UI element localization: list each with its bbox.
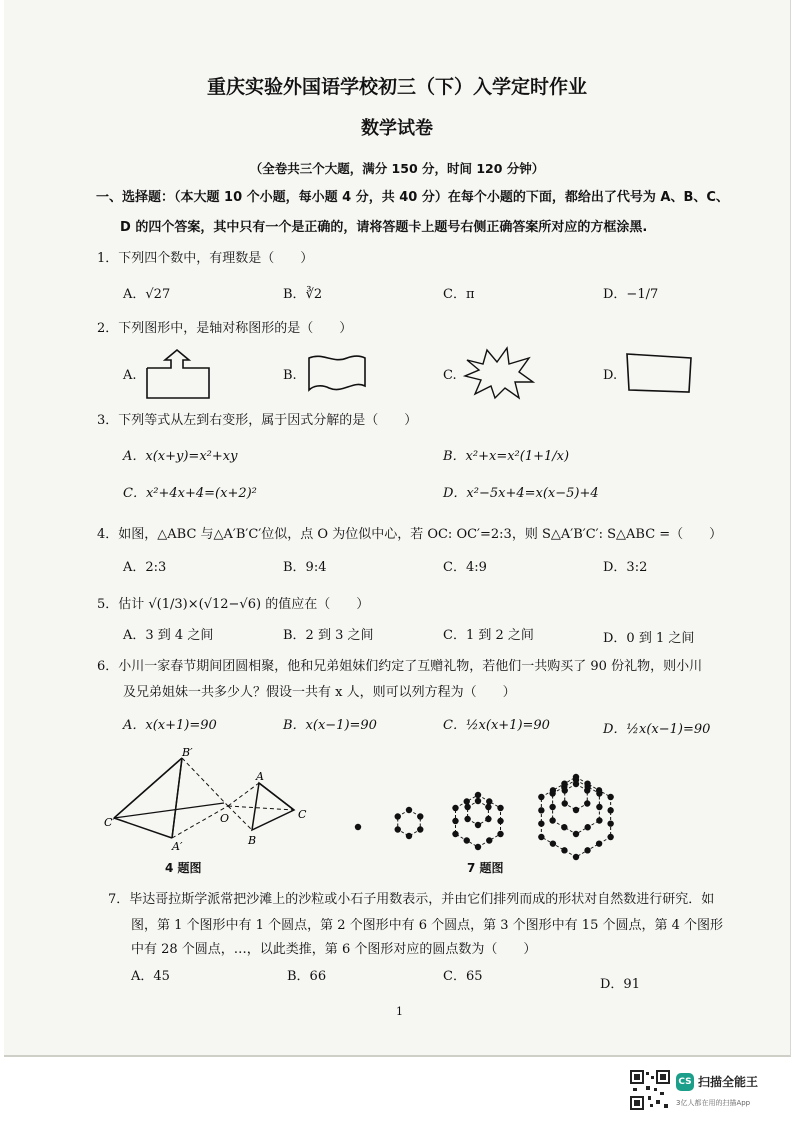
fig7-pattern4-dot bbox=[607, 794, 613, 800]
fig7-pattern4-dot bbox=[573, 807, 579, 813]
q5-option-c: C．1 到 2 之间 bbox=[443, 628, 534, 643]
fig7-pattern4-dot bbox=[573, 774, 579, 780]
fig7-pattern3-dot bbox=[452, 831, 458, 837]
scanner-watermark bbox=[630, 1068, 780, 1114]
fig7-pattern4-dot bbox=[596, 804, 602, 810]
fig7-pattern4-dot bbox=[596, 840, 602, 846]
fig7-pattern2-dot bbox=[406, 807, 412, 813]
exam-subtitle: （全卷共三个大题，满分 150 分，时间 120 分钟） bbox=[249, 161, 545, 176]
fig7-pattern3-dot bbox=[464, 804, 470, 810]
label-a: A bbox=[256, 770, 264, 783]
question-1-stem: 1．下列四个数中，有理数是（ ） bbox=[97, 251, 314, 266]
q2-option-c: C. bbox=[443, 368, 457, 383]
q4-option-d: D．3:2 bbox=[603, 560, 648, 575]
fig7-pattern4-dot bbox=[596, 787, 602, 793]
q7-option-d: D．91 bbox=[600, 977, 640, 992]
fig7-pattern3-dot bbox=[452, 818, 458, 824]
fig7-pattern2-dot bbox=[395, 826, 401, 832]
figure-7-caption: 7 题图 bbox=[467, 861, 504, 875]
q3-option-b: B．x²+x=x²(1+1/x) bbox=[443, 449, 570, 464]
section1-instructions-line1: 一、选择题：（本大题 10 个小题，每小题 4 分，共 40 分）在每个小题的下面，都给出了代号为 A、B、C、 bbox=[96, 190, 729, 205]
exam-title: 重庆实验外国语学校初三（下）入学定时作业 bbox=[206, 76, 587, 98]
fig7-pattern4-dot bbox=[538, 794, 544, 800]
question-6-stem: 6．小川一家春节期间团圆相聚，他和兄弟姐妹们约定了互赠礼物，若他们一共购买了 90 份礼物，则小川 bbox=[97, 659, 703, 674]
label-b-prime: B′ bbox=[182, 746, 193, 759]
fig7-pattern3-dot bbox=[485, 804, 491, 810]
label-a-prime: A′ bbox=[172, 840, 183, 853]
fig7-pattern4-dot bbox=[607, 807, 613, 813]
q7-option-b: B．66 bbox=[287, 969, 327, 984]
q6-option-a: A．x(x+1)=90 bbox=[123, 718, 217, 733]
question-7-stem-line2: 图，第 1 个图形中有 1 个圆点，第 2 个图形中有 6 个圆点，第 3 个图形中有 15 个圆点，第 4 个图形 bbox=[131, 918, 724, 933]
fig7-pattern4-dot bbox=[538, 834, 544, 840]
q6-option-b: B．x(x−1)=90 bbox=[283, 718, 377, 733]
question-7-stem: 7．毕达哥拉斯学派常把沙滩上的沙粒或小石子用数表示，并由它们排列而成的形状对自然数进行研究．如 bbox=[108, 892, 715, 907]
fig7-pattern4-dot bbox=[573, 854, 579, 860]
scanner-tagline: 3亿人都在用的扫描App bbox=[676, 1099, 751, 1107]
q6-option-d: D．½x(x−1)=90 bbox=[603, 722, 711, 737]
fig7-pattern3-dot bbox=[497, 831, 503, 837]
fig7-pattern3-dot bbox=[486, 837, 492, 843]
figure-4-caption: 4 题图 bbox=[165, 861, 202, 875]
fig7-pattern4-dot bbox=[584, 847, 590, 853]
fig7-pattern2-dot bbox=[417, 826, 423, 832]
fig7-pattern4-dot bbox=[538, 820, 544, 826]
q2-option-b: B. bbox=[283, 368, 297, 383]
fig7-pattern4-dot bbox=[561, 780, 567, 786]
q5-option-d: D．0 到 1 之间 bbox=[603, 631, 695, 646]
q5-option-b: B．2 到 3 之间 bbox=[283, 628, 374, 643]
fig7-pattern4-dot bbox=[584, 780, 590, 786]
fig7-pattern2-dot bbox=[417, 813, 423, 819]
figure-4-homothety bbox=[104, 746, 324, 853]
fig7-pattern3-dot bbox=[497, 818, 503, 824]
fig7-pattern4-dot bbox=[607, 834, 613, 840]
q4-option-c: C．4:9 bbox=[443, 560, 487, 575]
fig7-pattern3-dot bbox=[475, 792, 481, 798]
question-3-stem: 3．下列等式从左到右变形，属于因式分解的是（ ） bbox=[97, 413, 418, 428]
q2-option-d: D. bbox=[603, 368, 618, 383]
page-number: 1 bbox=[396, 1005, 403, 1018]
q3-option-a: A．x(x+y)=x²+xy bbox=[123, 449, 238, 464]
q7-option-c: C．65 bbox=[443, 969, 483, 984]
fig7-pattern3-dot bbox=[464, 798, 470, 804]
fig7-pattern4-dot bbox=[607, 820, 613, 826]
q1-option-b: B．∛2 bbox=[283, 287, 323, 302]
question-7-stem-line3: 中有 28 个圆点，…，以此类推，第 6 个图形对应的圆点数为（ ） bbox=[131, 942, 537, 957]
q1-option-d: D．−1/7 bbox=[603, 287, 659, 302]
question-2-stem: 2．下列图形中，是轴对称图形的是（ ） bbox=[97, 321, 353, 336]
fig7-pattern3-dot bbox=[485, 816, 491, 822]
q2-option-a: A. bbox=[123, 368, 137, 383]
fig7-pattern3-dot bbox=[452, 805, 458, 811]
scanner-brand: 扫描全能王 bbox=[698, 1075, 759, 1089]
figure-trapezoid bbox=[623, 350, 695, 396]
fig7-pattern4-dot bbox=[584, 800, 590, 806]
question-5-stem: 5．估计 √(1/3)×(√12−√6) 的值应在（ ） bbox=[97, 597, 370, 612]
fig7-pattern3-dot bbox=[464, 816, 470, 822]
q1-option-a: A．√27 bbox=[123, 287, 171, 302]
fig7-pattern4-dot bbox=[550, 787, 556, 793]
fig7-pattern2-dot bbox=[406, 833, 412, 839]
fig7-pattern4-dot bbox=[549, 817, 555, 823]
q5-option-a: A．3 到 4 之间 bbox=[123, 628, 214, 643]
fig7-pattern3-dot bbox=[497, 805, 503, 811]
fig7-pattern4-dot bbox=[561, 824, 567, 830]
fig7-pattern3-dot bbox=[475, 844, 481, 850]
question-4-stem: 4．如图，△ABC 与△A′B′C′位似，点 O 为位似中心，若 OC: OC′=2:3，则 S△A′B′C′: S△ABC =（ ） bbox=[97, 527, 723, 542]
fig7-pattern4-dot bbox=[584, 824, 590, 830]
q6-option-c: C．½x(x+1)=90 bbox=[443, 718, 550, 733]
figure-arrow-house bbox=[143, 348, 213, 400]
fig7-pattern1-dot bbox=[355, 824, 361, 830]
fig7-pattern4-dot bbox=[573, 831, 579, 837]
fig7-pattern4-dot bbox=[538, 807, 544, 813]
figure-7-hexagonal-numbers bbox=[344, 755, 634, 855]
q7-option-a: A．45 bbox=[131, 969, 170, 984]
figure-flag-shape bbox=[303, 350, 369, 396]
fig7-pattern4-dot bbox=[550, 840, 556, 846]
fig7-pattern2-outline bbox=[398, 810, 421, 836]
figure-starburst bbox=[463, 346, 535, 400]
fig7-pattern2-dot bbox=[395, 813, 401, 819]
exam-paper bbox=[4, 0, 791, 1057]
fig7-pattern4-dot bbox=[549, 804, 555, 810]
q4-option-a: A．2:3 bbox=[123, 560, 167, 575]
fig7-pattern4-outline bbox=[565, 784, 588, 810]
label-o: O bbox=[220, 812, 230, 825]
label-b: B bbox=[248, 834, 257, 847]
fig7-pattern4-dot bbox=[562, 800, 568, 806]
fig7-pattern3-dot bbox=[475, 822, 481, 828]
subject-title: 数学试卷 bbox=[361, 118, 433, 139]
question-6-stem-line2: 及兄弟姐妹一共多少人？假设一共有 x 人，则可以列方程为（ ） bbox=[123, 685, 516, 700]
fig7-pattern3-dot bbox=[464, 837, 470, 843]
fig7-pattern3-outline bbox=[468, 801, 489, 825]
fig7-pattern4-dot bbox=[561, 847, 567, 853]
camscanner-logo-icon: CS bbox=[676, 1073, 694, 1091]
qr-code-icon bbox=[630, 1070, 670, 1110]
fig7-pattern3-dot bbox=[475, 798, 481, 804]
section1-instructions-line2: D 的四个答案，其中只有一个是正确的，请将答题卡上题号右侧正确答案所对应的方框涂黑. bbox=[120, 220, 648, 235]
fig7-pattern3-dot bbox=[486, 798, 492, 804]
q4-option-b: B．9:4 bbox=[283, 560, 327, 575]
label-c-prime: C′ bbox=[104, 816, 115, 829]
q1-option-c: C．π bbox=[443, 287, 475, 302]
q3-option-c: C．x²+4x+4=(x+2)² bbox=[123, 486, 257, 501]
label-c: C bbox=[298, 808, 307, 821]
q3-option-d: D．x²−5x+4=x(x−5)+4 bbox=[443, 486, 599, 501]
fig7-pattern4-dot bbox=[596, 817, 602, 823]
